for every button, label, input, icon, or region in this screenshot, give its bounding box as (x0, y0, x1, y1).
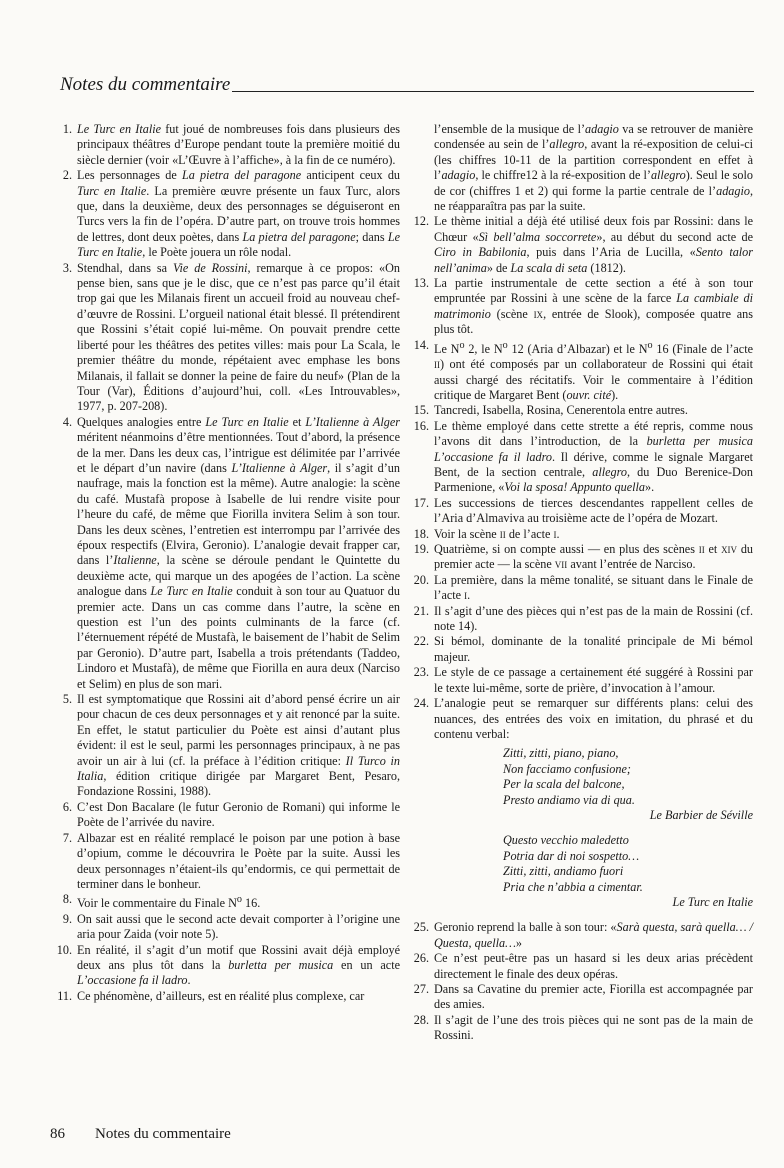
footnote (407, 527, 753, 542)
footnote-number: 15. (413, 403, 429, 418)
page-header (60, 74, 754, 96)
footnote-text: Il s’agit d’une des pièces qui n’est pas de la main de Rossini (cf. note 14). (434, 603, 753, 634)
header-title: Notes du commentaire (60, 74, 231, 95)
footnote-text: Le $N^o$ 2, le $N^o$ 12 (Aria d’Albazar) et le $N^o$ 16 (Finale de l’acte ii) ont été composés par un collaborateur de Rossini qui était aussi chargé des récitatifs. Voir le commentaire à l’édition critique de Margaret Bent (ouvr. cité). (434, 339, 754, 402)
poem-quote-turc (407, 833, 753, 910)
footnote-number: 27. (413, 982, 429, 996)
poem-line: Questo vecchio maledetto (503, 833, 629, 848)
poem-line: Zitti, zitti, andiamo fuori (503, 864, 624, 879)
poem-line: Potria dar di noi sospetto… (503, 848, 640, 863)
running-title: Notes du commentaire (95, 1126, 231, 1142)
footnote (407, 542, 753, 573)
notes-list-right (407, 214, 753, 742)
left-column (50, 122, 400, 1004)
footnote-number: 4. (62, 414, 72, 429)
footnote-text: Ce n’est peut-être pas un hasard si les deux arias précèdent directement le finale des deux opéras. (434, 951, 753, 981)
footnote-number: 25. (413, 920, 429, 935)
footnote-text: Les personnages de La pietra del paragone anticipent ceux du Turc en Italie. La première œuvre présente un faux Turc, alors que, dans la deuxième, deux des personnages se déguiseront en Turcs vers la fin de l’opéra. D’autre part, on trouve trois hommes de lettres, dont deux poètes, dans La pietra del paragone; dans Le Turc en Italie, le Poète jouera un rôle nodal. (77, 168, 401, 260)
footnote-text: Dans sa Cavatine du premier acte, Fiorilla est accompagnée par des amies. (434, 982, 753, 1012)
footnote (407, 696, 753, 742)
footnote (407, 951, 753, 982)
footnote-text: Stendhal, dans sa Vie de Rossini, remarque à ce propos: «On pense bien, sans que je le disc, que ce n’est pas parce qu’il était trop gai que les Milanais firent un accueil froid au nouveau chef-d’œuvre de Rossini. L’orgueil national était blessé. Il prétendirent que Rossini s’était copié lui-même. On pouvait prendre cette liberté pour les théâtres des petites villes: mais pour La Scala, le premier théâtre du monde, répétaient avec emphase les bons Milanais, il fallait se donner la peine de faire du neuf» (Plan de la Tour (Var), Éditions d’aujourd’hui, coll. «Les Introuvables», 1977, p. 207-208). (77, 260, 400, 414)
note-11-continuation: l’ensemble de la musique de l’adagio va se retrouver de manière condensée au sein de l’allegro, avant la ré-exposition de celui-ci (les chiffres 10-11 de la partition correspondent en effet à l’adagio, le chiffre12 à la ré-exposition de l’allegro). Seul le solo de cor (chiffres 1 et 2) qui forme la partie centrale de l’adagio, ne réapparaîtra pas par la suite. (434, 122, 753, 214)
footnote (50, 168, 400, 260)
footnote (407, 419, 753, 496)
footnote (50, 800, 400, 831)
footnote (50, 912, 400, 943)
footnote (50, 692, 400, 800)
footnote-text: Quatrième, si on compte aussi — en plus des scènes ii et xiv du premier acte — la scène vii avant l’entrée de Narciso. (434, 542, 754, 572)
footnote (407, 920, 753, 951)
footnote-number: 5. (62, 692, 72, 707)
footnote-number: 13. (413, 276, 429, 291)
poem-line: Pria che n’abbia a cimentar. (503, 879, 643, 894)
header-rule (232, 91, 754, 92)
footnote-text: Le thème employé dans cette strette a été repris, comme nous l’avons dit dans l’introduction, de la burletta per musica L’occasione fa il ladro. Il dérive, comme le signale Margaret Bent, de la section centrale, allegro, du Duo Berenice-Don Parmenione, «Voi la sposa! Appunto quella». (434, 418, 753, 495)
footnote-number: 9. (62, 911, 72, 926)
footnote-text: La partie instrumentale de cette section a été à son tour empruntée par Rossini à une scène de la farce La cambiale di matrimonio (scène ix, entrée de Slook), composée quatre ans plus tôt. (434, 276, 753, 337)
footnote-text: Voir le commentaire du Finale $N^o$ 16. (77, 894, 261, 911)
footnote (407, 634, 753, 665)
footnote (407, 276, 753, 338)
footnote-number: 7. (62, 830, 72, 845)
footnote-text: Quelques analogies entre Le Turc en Italie et L’Italienne à Alger méritent néanmoins d’être mentionnées. Tout d’abord, la présence de la mer. Dans les deux cas, l’intrigue est délimitée par l’arrivée et le départ d’un navire (dans L’Italienne à Alger, il s’agit d’un naufrage, mais la fonction est la même). Autre analogie: la scène du café. Mustafà propose à Isabelle de lui rendre visite pour l’heure du café, de même que Fiorilla invitera Selim à son tour. Dans les deux scènes, l’entretien est interrompu par l’arrivée des époux respectifs (Elvira, Geronio). L’analogie devait frapper car, dans l’Italienne, la scène se déroule pendant le Quintette du deuxième acte, qui marque un des apogées de l’action. La scène analogue dans Le Turc en Italie conduit à son tour au Quatuor du premier acte. Dans un cas comme dans l’autre, la scène en question est l’un des points culminants de la farce (cf. l’éternuement répété de Mustafà, le baisement de l’habit de Selim par Geronio). D’autre part, Isabella a trois prétendants (Taddeo, Lindoro et Mustafà), de même que Fiorilla en aura deux (Narciso et Selim) en plus de son mari. (77, 414, 401, 691)
right-column (407, 122, 753, 1044)
poem-lines (407, 746, 753, 808)
footnote-number: 10. (56, 942, 72, 957)
footnote-text: Ce phénomène, d’ailleurs, est en réalité plus complexe, car (77, 988, 365, 1003)
footnote-number: 22. (413, 634, 429, 649)
footnote-text: Il est symptomatique que Rossini ait d’abord pensé écrire un air pour chacun de ces deux personnages et y ait renoncé par la suite. En effet, le statut particulier du Poète est ainsi d’autant plus évident: il est le seul, parmi les personnages principaux, à ne pas avoir un air à lui (cf. la préface à l’édition critique: Il Turco in Italia, édition critique dirigée par Margaret Bent, Pesaro, Fondazione Rossini, 1988). (77, 692, 401, 799)
poem-line: Per la scala del balcone, (503, 777, 625, 792)
footnote (407, 403, 753, 418)
footnote-number: 11. (57, 988, 72, 1003)
poem-quote-barbier (407, 746, 753, 823)
page-number: 86 (50, 1126, 65, 1142)
footnote (50, 415, 400, 692)
footnote-text: Albazar est en réalité remplacé le poison par une potion à base d’opium, comme le découvrira le Poète par la suite. Aussi les deux personnages n’étaient-ils qu’endormis, ce qui permettait de terminer dans le bonheur. (77, 830, 400, 891)
page-footer (50, 1126, 231, 1143)
footnote-number: 19. (413, 542, 429, 557)
footnote-number: 18. (413, 526, 429, 541)
footnote-text: C’est Don Bacalare (le futur Geronio de Romani) qui informe le Poète de l’arrivée du navire. (77, 799, 400, 830)
footnote-text: Geronio reprend la balle à son tour: «Sarà questa, sarà quella… / Questa, quella…» (434, 920, 754, 950)
footnote-text: On sait aussi que le second acte devait comporter à l’origine une aria pour Zaida (voir note 5). (77, 911, 400, 942)
footnote-text: Voir la scène ii de l’acte i. (434, 526, 560, 541)
footnote (407, 604, 753, 635)
footnote-number: 24. (413, 696, 429, 711)
footnote (50, 989, 400, 1004)
footnote-number: 1. (62, 122, 72, 136)
footnote-number: 21. (413, 603, 429, 618)
footnote-number: 28. (413, 1012, 429, 1027)
footnote (50, 261, 400, 415)
footnote-number: 8. (62, 892, 72, 907)
poem-attribution: Le Barbier de Séville (649, 807, 753, 822)
footnote-text: L’analogie peut se remarquer sur différents plans: celui des nuances, des entrées des voix en imitation, du phrasé et du contenu verbal: (434, 696, 753, 741)
footnote-text: Tancredi, Isabella, Rosina, Cenerentola entre autres. (434, 403, 688, 418)
footnote (50, 122, 400, 168)
footnote (50, 943, 400, 989)
footnote-text: En réalité, il s’agit d’un motif que Rossini avait déjà employé deux ans plus tôt dans la burletta per musica en un acte L’occasione fa il ladro. (77, 942, 400, 988)
footnote-number: 20. (413, 572, 429, 587)
footnote (50, 892, 400, 911)
notes-list-right-after (407, 920, 753, 1043)
footnote-text: La première, dans la même tonalité, se situant dans le Finale de l’acte i. (434, 572, 753, 603)
poem-lines (407, 833, 753, 895)
footnote (407, 1013, 753, 1044)
footnote-text: Le Turc en Italie fut joué de nombreuses fois dans plusieurs des principaux théâtres d’Europe pendant toute la première moitié du siècle dernier (voir «L’Œuvre à l’affiche», à la fin de ce numéro). (77, 122, 400, 167)
footnote-text: Les successions de tierces descendantes rappellent celles de l’Aria d’Almaviva au troisième acte de l’opéra de Mozart. (434, 495, 753, 526)
footnote-number: 17. (413, 495, 429, 510)
footnote (407, 338, 753, 404)
footnote-number: 23. (413, 665, 429, 680)
footnote-text: Le style de ce passage a certainement été suggéré à Rossini par le texte lui-même, sorte de prière, d’invocation à l’amour. (434, 665, 753, 695)
footnote-text: Il s’agit de l’une des trois pièces qui ne sont pas de la main de Rossini. (434, 1012, 753, 1043)
footnote (407, 982, 753, 1013)
footnote-number: 16. (413, 418, 429, 433)
footnote (407, 573, 753, 604)
footnote (407, 665, 753, 696)
footnote-number: 6. (62, 799, 72, 814)
footnote-number: 2. (62, 168, 72, 183)
poem-line: Presto andiamo via di qua. (503, 792, 635, 807)
footnote-number: 12. (413, 214, 429, 229)
poem-line: Non facciamo confusione; (503, 761, 631, 776)
poem-attribution: Le Turc en Italie (672, 894, 753, 909)
footnote (407, 496, 753, 527)
footnote-text: Le thème initial a déjà été utilisé deux fois par Rossini: dans le Chœur «Sì bell’alma soccorrete», au début du second acte de Ciro in Babilonia, puis dans l’Aria de Lucilla, «Sento talor nell’anima» de La scala di seta (1812). (434, 214, 754, 275)
footnote (50, 831, 400, 893)
footnote (407, 214, 753, 276)
footnote-number: 26. (413, 951, 429, 966)
footnote-number: 14. (413, 337, 429, 352)
poem-line: Zitti, zitti, piano, piano, (503, 746, 619, 761)
footnote-text: Si bémol, dominante de la tonalité principale de Mi bémol majeur. (434, 634, 753, 664)
footnote-number: 3. (62, 260, 72, 275)
